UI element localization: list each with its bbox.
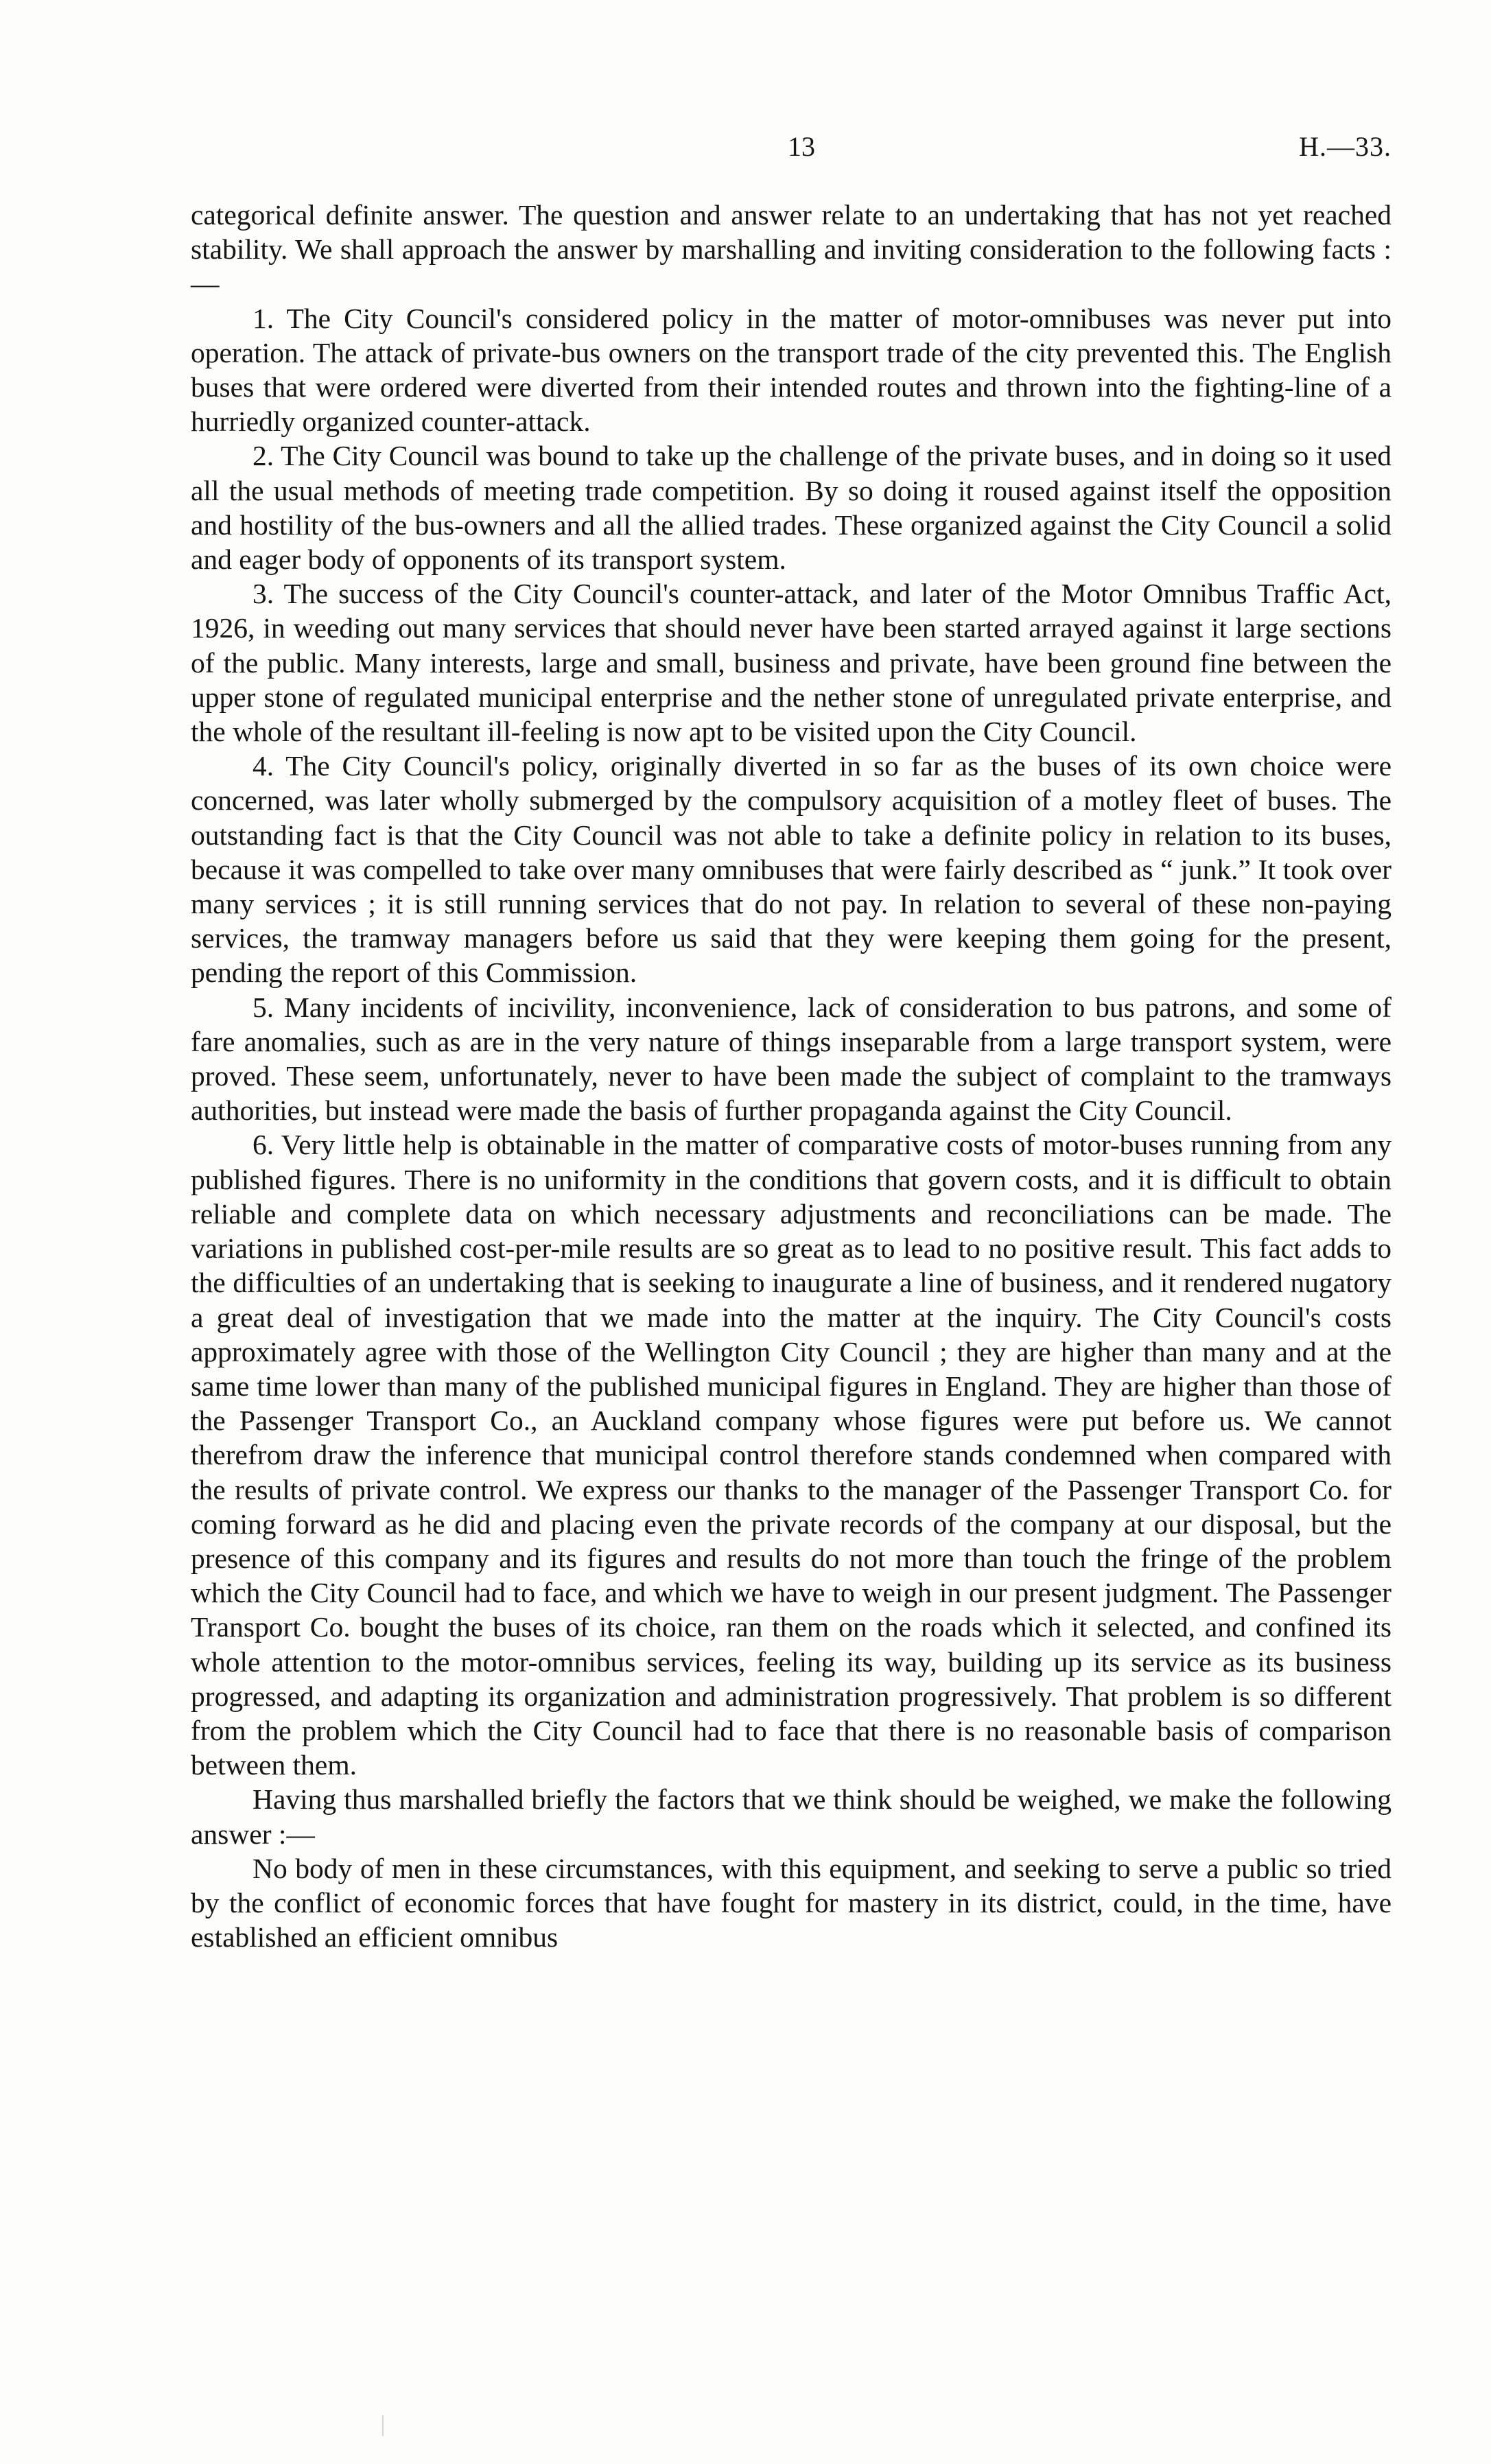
scan-mark <box>382 2415 384 2436</box>
paragraph-fact-4: 4. The City Council's policy, originally diverted in so far as the buses of its own choice were concerned, was later wholly submerged by the compulsory acquisition of a motley fleet of buses. The outstanding fact is that the City Council was not able to take a definite policy in relation to its buses, because it was compelled to take over many omnibuses that were fairly described as “ junk.” It took over many services ; it is still running services that do not pay. In relation to several of these non-paying services, the tramway managers before us said that they were keeping them going for the present, pending the report of this Commission. <box>191 750 1392 989</box>
paragraph-answer: No body of men in these circumstances, with this equipment, and seeking to serve a public so tried by the conflict of economic forces that have fought for mastery in its district, could, in the time, have established an efficient omnibus <box>191 1852 1392 1953</box>
body-text <box>191 198 1392 1954</box>
paragraph-fact-3: 3. The success of the City Council's counter-attack, and later of the Motor Omnibus Traffic Act, 1926, in weeding out many services that should never have been started arrayed against it large sections of the public. Many interests, large and small, business and private, have been ground fine between the upper stone of regulated municipal enterprise and the nether stone of unregulated private enterprise, and the whole of the resultant ill-feeling is now apt to be visited upon the City Council. <box>191 578 1392 748</box>
paragraph-summary: Having thus marshalled briefly the factors that we think should be weighed, we make the following answer :— <box>191 1783 1392 1850</box>
document-reference: H.—33. <box>1299 131 1392 162</box>
page-number: 13 <box>788 131 815 162</box>
paragraph-fact-6: 6. Very little help is obtainable in the matter of comparative costs of motor-buses running from any published figures. There is no uniformity in the conditions that govern costs, and it is difficult to obtain reliable and complete data on which necessary adjustments and reconciliations can be made. The variations in published cost-per-mile results are so great as to lead to no positive result. This fact adds to the difficulties of an undertaking that is seeking to inaugurate a line of business, and it rendered nugatory a great deal of investigation that we made into the matter at the inquiry. The City Council's costs approximately agree with those of the Wellington City Council ; they are higher than many and at the same time lower than many of the published municipal figures in England. They are higher than those of the Passenger Transport Co., an Auckland company whose figures were put before us. We cannot therefrom draw the inference that municipal control therefore stands condemned when compared with the results of private control. We express our thanks to the manager of the Passenger Transport Co. for coming forward as he did and placing even the private records of the company at our disposal, but the presence of this company and its figures and results do not more than touch the fringe of the problem which the City Council had to face, and which we have to weigh in our present judgment. The Passenger Transport Co. bought the buses of its choice, ran them on the roads which it selected, and confined its whole attention to the motor-omnibus services, feeling its way, building up its service as its business progressed, and adapting its organization and administration progressively. That problem is so different from the problem which the City Council had to face that there is no reasonable basis of comparison between them. <box>191 1129 1392 1781</box>
page-header <box>191 130 1392 172</box>
paragraph-fact-5: 5. Many incidents of incivility, inconvenience, lack of consideration to bus patrons, and some of fare anomalies, such as are in the very nature of things inseparable from a large transport system, were proved. These seem, unfortunately, never to have been made the subject of complaint to the tramways authorities, but instead were made the basis of further propaganda against the City Council. <box>191 991 1392 1127</box>
paragraph-continuation: categorical definite answer. The question and answer relate to an undertaking that has not yet reached stability. We shall approach the answer by marshalling and inviting consideration to the following facts :— <box>191 199 1392 300</box>
paragraph-fact-1: 1. The City Council's considered policy in the matter of motor-omnibuses was never put into operation. The attack of private-bus owners on the transport trade of the city prevented this. The English buses that were ordered were diverted from their intended routes and thrown into the fighting-line of a hurriedly organized counter-attack. <box>191 302 1392 438</box>
paragraph-fact-2: 2. The City Council was bound to take up the challenge of the private buses, and in doing so it used all the usual methods of meeting trade competition. By so doing it roused against itself the opposition and hostility of the bus-owners and all the allied trades. These organized against the City Council a solid and eager body of opponents of its transport system. <box>191 440 1392 576</box>
